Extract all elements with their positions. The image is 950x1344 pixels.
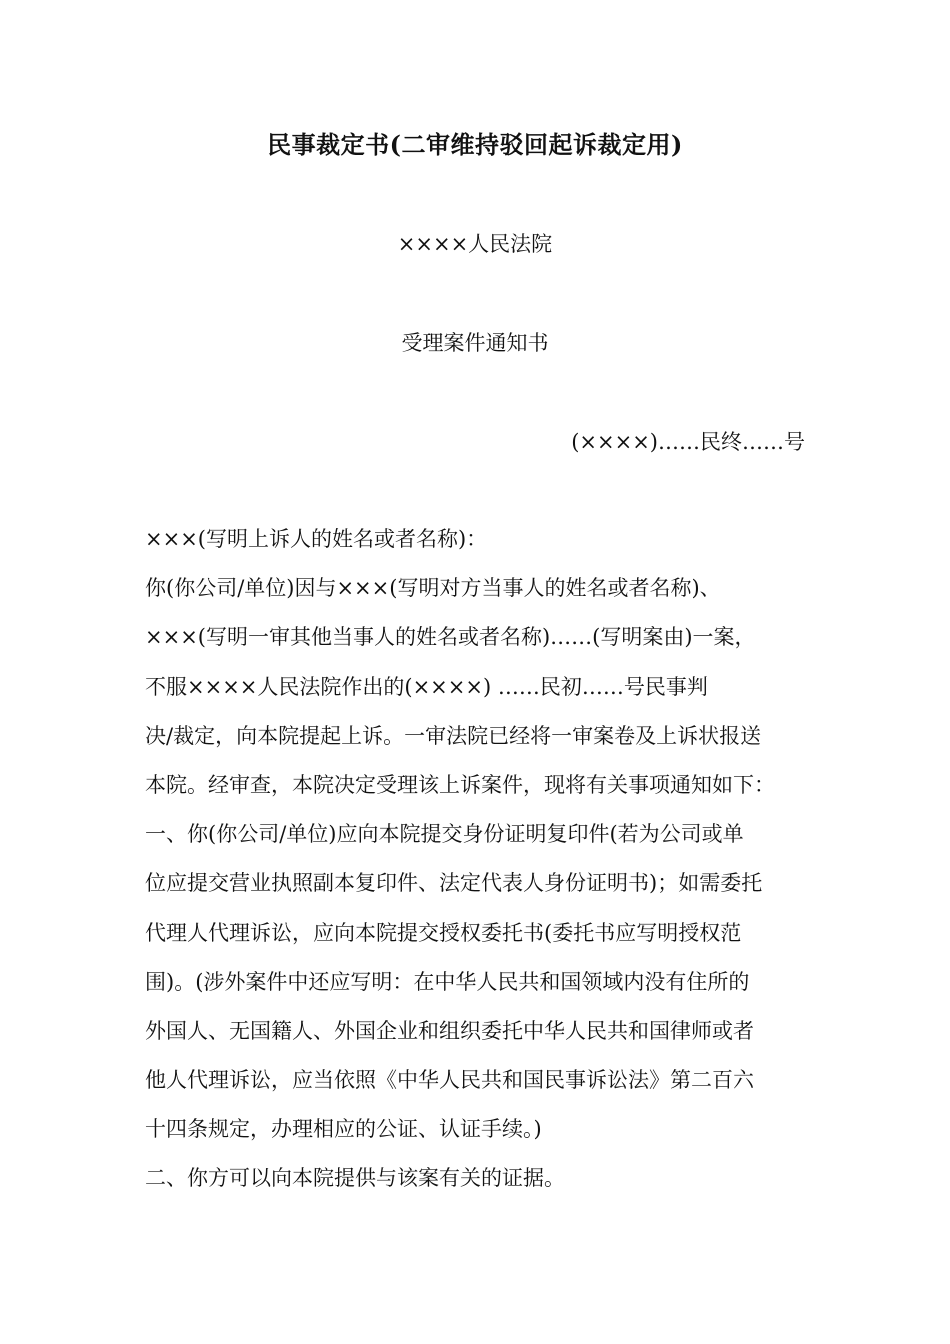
body-line: 不服××××人民法院作出的(××××) ……民初……号民事判 — [145, 674, 708, 699]
court-name: ××××人民法院 — [397, 232, 553, 256]
body-line: 本院。经审查，本院决定受理该上诉案件，现将有关事项通知如下： — [145, 772, 775, 797]
document-body — [145, 524, 810, 1213]
body-line: 位应提交营业执照副本复印件、法定代表人身份证明书)；如需委托 — [145, 871, 763, 896]
body-line: 外国人、无国籍人、外国企业和组织委托中华人民共和国律师或者 — [145, 1018, 754, 1043]
body-line: ×××(写明一审其他当事人的姓名或者名称)……(写明案由)一案， — [145, 625, 756, 650]
body-line: 十四条规定，办理相应的公证、认证手续。) — [145, 1117, 542, 1142]
body-line: 决/裁定，向本院提起上诉。一审法院已经将一审案卷及上诉状报送 — [145, 723, 762, 748]
body-line: 围)。(涉外案件中还应写明：在中华人民共和国领域内没有住所的 — [145, 969, 750, 994]
document-title: 民事裁定书(二审维持驳回起诉裁定用) — [267, 130, 683, 159]
body-line: ×××(写明上诉人的姓名或者名称)： — [145, 527, 488, 551]
body-line: 你(你公司/单位)因与×××(写明对方当事人的姓名或者名称)、 — [145, 576, 721, 601]
case-number: (××××)……民终……号 — [571, 430, 805, 454]
body-line: 他人代理诉讼，应当依照《中华人民共和国民事诉讼法》第二百六 — [145, 1068, 754, 1093]
body-line: 一、你(你公司/单位)应向本院提交身份证明复印件(若为公司或单 — [145, 822, 744, 847]
body-line: 代理人代理诉讼，应向本院提交授权委托书(委托书应写明授权范 — [145, 920, 742, 945]
notice-title: 受理案件通知书 — [401, 331, 549, 355]
body-line: 二、你方可以向本院提供与该案有关的证据。 — [145, 1166, 565, 1191]
